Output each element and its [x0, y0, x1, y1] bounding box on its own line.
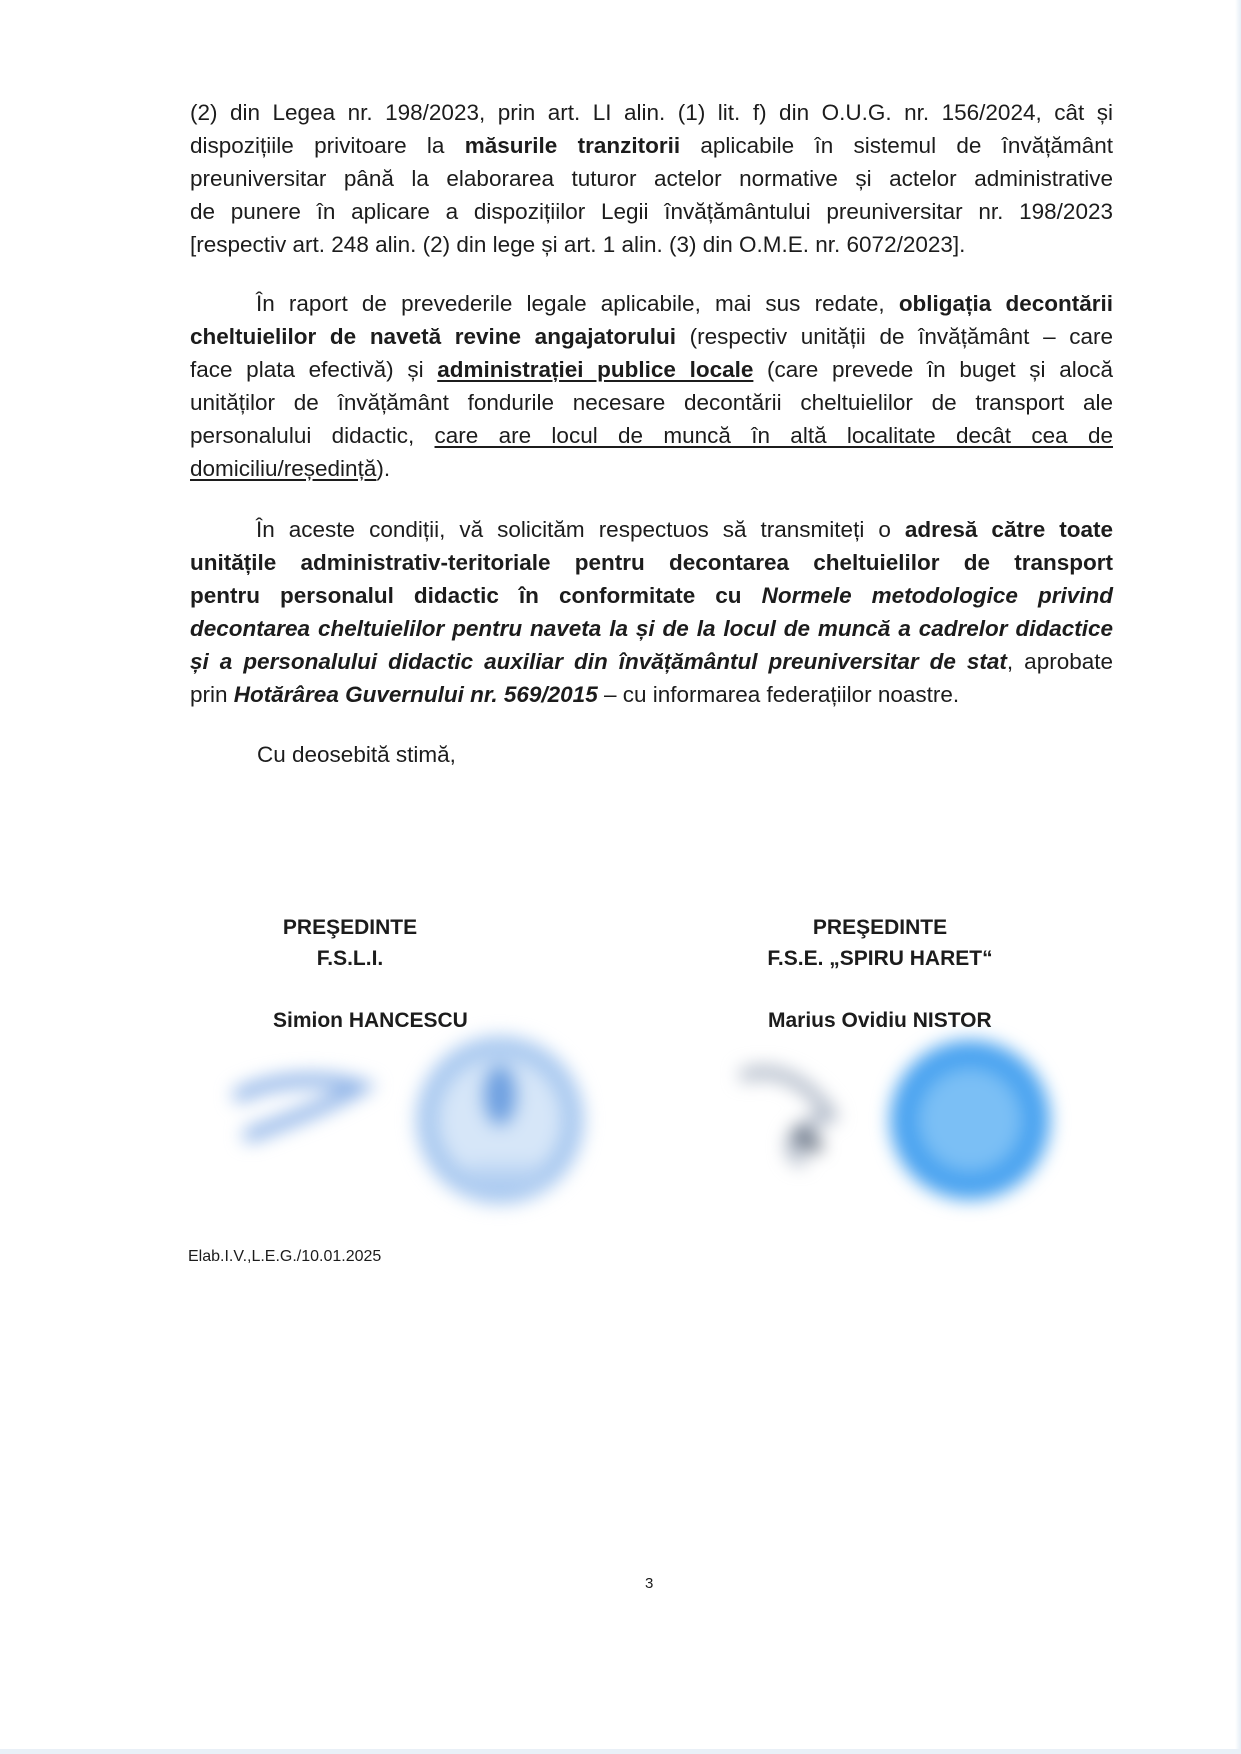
text-run: face plata efectivă) și: [190, 357, 438, 382]
signature-stroke-icon: [800, 1135, 815, 1145]
text-line: [190, 612, 1113, 645]
bold-run: cheltuielilor de navetă revine angajatorului: [190, 324, 676, 349]
text-line: unităților de învățământ fondurile necesare decontării cheltuielilor de transport ale: [190, 390, 1113, 415]
bold-italic-run: Hotărârea Guvernului nr. 569/2015: [233, 682, 598, 707]
bold-run: obligația decontării: [898, 291, 1114, 316]
paragraph-request: [190, 513, 1113, 711]
text-line: de punere în aplicare a dispozițiilor Legii învățământului preuniversitar nr. 198/2023: [190, 199, 1113, 224]
text-run: (care prevede în buget și alocă: [753, 357, 1113, 382]
bold-italic-run: și a personalului didactic auxiliar din învățământul preuniversitar de stat: [190, 649, 1007, 674]
text-line: [190, 452, 1113, 485]
text-line: [190, 129, 1113, 162]
text-line: [190, 513, 1113, 546]
signature-organization: F.S.L.I.: [316, 947, 384, 970]
signature-block-right: [700, 912, 1060, 974]
signature-block-left: [170, 912, 530, 974]
handwritten-signature-icon: [240, 1080, 360, 1135]
stamp-inner-ring-icon: [918, 1068, 1022, 1172]
signatory-name-left: Simion HANCESCU: [273, 1009, 468, 1032]
bold-run: unitățile administrativ-teritoriale pentru decontarea cheltuielilor de transport: [190, 550, 1113, 575]
underlined-run: care are locul de muncă în altă localitate decât cea de: [434, 423, 1113, 448]
closing-greeting: Cu deosebită stimă,: [257, 742, 456, 767]
stamp-base-icon: [470, 1165, 540, 1183]
paragraph-employer-obligation: [190, 287, 1113, 485]
signature-stamp-redacted-right: [740, 1025, 1070, 1205]
bold-run: adresă către toate: [904, 517, 1113, 542]
text-run: personalului didactic,: [190, 423, 435, 448]
text-run: – cu informarea federațiilor noastre.: [597, 682, 960, 707]
page-number: 3: [645, 1575, 654, 1592]
text-line: [190, 579, 1113, 612]
text-run: dispozițiile privitoare la: [190, 133, 465, 158]
text-line: preuniversitar până la elaborarea tuturor actelor normative și actelor administrative: [190, 166, 1113, 191]
text-line: [respectiv art. 248 alin. (2) din lege și art. 1 alin. (3) din O.M.E. nr. 6072/2023].: [190, 232, 966, 257]
text-line: [190, 320, 1113, 353]
text-line: [190, 287, 1113, 320]
text-run: În raport de prevederile legale aplicabile, mai sus redate,: [256, 291, 899, 316]
bold-run: pentru personalul didactic în conformitate cu: [190, 583, 762, 608]
text-line: [190, 678, 1113, 711]
text-line: [190, 419, 1113, 452]
scan-edge-right: [1235, 0, 1241, 1754]
text-line: (2) din Legea nr. 198/2023, prin art. LI alin. (1) lit. f) din O.U.G. nr. 156/2024, cât și: [190, 100, 1113, 125]
signatory-name-right: Marius Ovidiu NISTOR: [768, 1009, 992, 1032]
stamp-emblem-icon: [484, 1065, 516, 1125]
text-line: [190, 353, 1113, 386]
bold-italic-run: Normele metodologice privind: [761, 583, 1113, 608]
paragraph-legal-provisions: [190, 96, 1113, 261]
elaboration-reference: Elab.I.V.,L.E.G./10.01.2025: [188, 1248, 382, 1265]
text-line: [190, 546, 1113, 579]
text-run: ).: [376, 456, 391, 481]
signature-title: PREŞEDINTE: [812, 916, 948, 939]
signature-organization: F.S.E. „SPIRU HARET“: [767, 947, 993, 970]
signature-title: PREŞEDINTE: [282, 916, 418, 939]
bold-italic-run: decontarea cheltuielilor pentru naveta la și de la locul de muncă a cadrelor didactice: [190, 616, 1113, 641]
signature-stamp-redacted-left: [230, 1025, 600, 1205]
bold-run: măsurile tranzitorii: [464, 133, 681, 158]
underlined-run: domiciliu/reședință: [190, 456, 377, 481]
text-run: În aceste condiții, vă solicităm respectuos să transmiteți o: [256, 517, 905, 542]
text-run: (respectiv unității de învățământ – care: [675, 324, 1113, 349]
text-run: aplicabile în sistemul de învățământ: [680, 133, 1113, 158]
text-run: , aprobate: [1006, 649, 1114, 674]
scan-edge-bottom: [0, 1749, 1241, 1754]
text-run: prin: [190, 682, 234, 707]
bold-underlined-run: administrației publice locale: [437, 357, 754, 382]
text-line: [190, 645, 1113, 678]
